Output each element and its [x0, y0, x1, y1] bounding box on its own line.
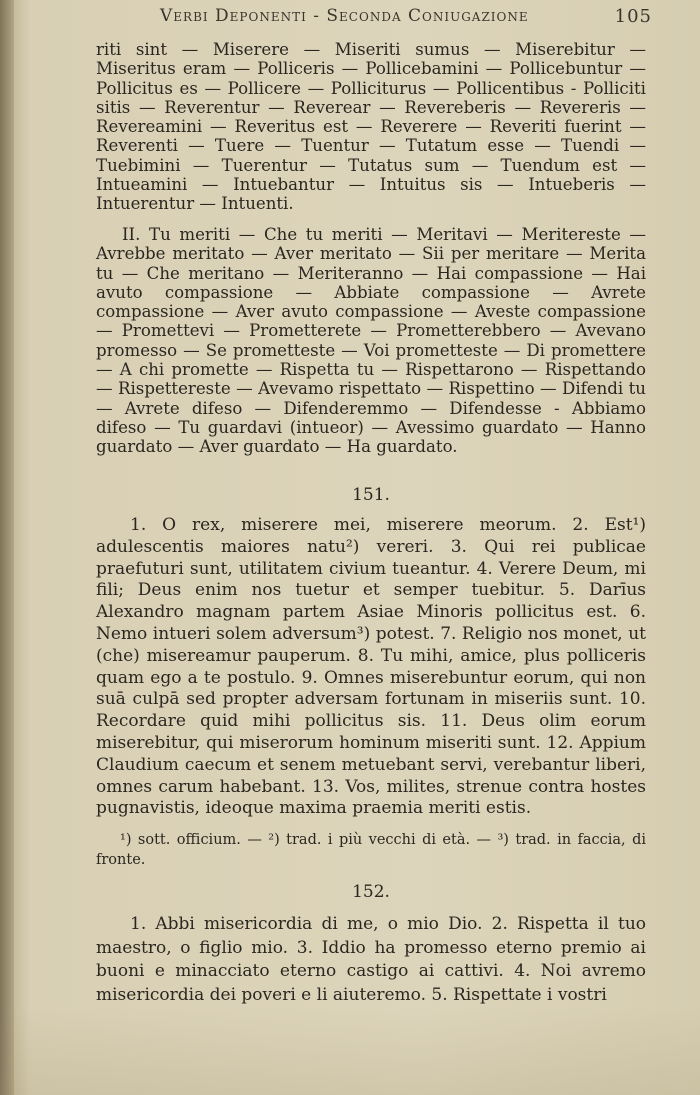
page-number: 105: [614, 6, 652, 27]
exercise-151-heading: 151.: [352, 485, 390, 505]
running-title: Verbi Deponenti - Seconda Coniugazione: [160, 6, 529, 26]
book-spine-shadow: [0, 0, 14, 1095]
exercise-151-footnotes: ¹) sott. officium. — ²) trad. i più vecchi di età. — ³) trad. in faccia, di fronte.: [96, 832, 646, 868]
section-i-continued-paragraph: riti sint — Miserere — Miseriti sumus — Miserebitur — Miseritus eram — Polliceris — Pollicebamini — Pollicebuntur — Pollicitus es — Pollicere — Polliciturus — Pollicentibus - Polliciti sitis — Reverentur — Reverear — Revereberis — Revereris — Revereamini — Reveritus est — Reverere — Reveriti fuerint — Reverenti — Tuere — Tuentur — Tutatum esse — Tuendi — Tuebimini — Tuerentur — Tutatus sum — Tuendum est — Intueamini — Intuebantur — Intuitus sis — Intueberis — Intuerentur — Intuenti.: [96, 40, 646, 214]
exercise-152-text: 1. Abbi misericordia di me, o mio Dio. 2. Rispetta il tuo maestro, o figlio mio. 3. Iddio ha promesso eterno premio ai buoni e minacciato eterno castigo ai cattivi. 4. Noi avremo misericordia dei poveri e li aiuteremo. 5. Rispettate i vostri: [96, 914, 646, 1005]
section-ii-paragraph: II. Tu meriti — Che tu meriti — Meritavi — Meritereste — Avrebbe meritato — Aver meritato — Sii per meritare — Merita tu — Che meritano — Meriteranno — Hai compassione — Hai avuto compassione — Abbiate compassione — Avrete compassione — Aver avuto compassione — Aveste compassione — Promettevi — Prometterete — Prometterebbero — Avevano promesso — Se prometteste — Voi prometteste — Di promettere — A chi promette — Rispetta tu — Rispettarono — Rispettando — Rispettereste — Avevamo rispettato — Rispettino — Difendi tu — Avrete difeso — Difenderemmo — Difendesse - Abbiamo difeso — Tu guardavi (intueor) — Avessimo guardato — Hanno guardato — Aver guardato — Ha guardato.: [96, 225, 646, 457]
exercise-152-heading: 152.: [352, 882, 390, 902]
page-bottom-shading: [0, 1005, 700, 1095]
running-header: [160, 6, 652, 27]
exercise-151-text: 1. O rex, miserere mei, miserere meorum. 2. Est¹) adulescentis maiores natu²) vereri. 3. Qui rei publicae praefuturi sunt, utilitatem civium tueantur. 4. Verere Deum, mi fili; Deus enim nos tuetur et semper tuebitur. 5. Darīus Alexandro magnam partem Asiae Minoris pollicitus est. 6. Nemo intueri solem adversum³) potest. 7. Religio nos monet, ut (che) misereamur pauperum. 8. Tu mihi, amice, plus polliceris quam ego a te postulo. 9. Omnes miserebuntur eorum, qui non suā culpā sed propter adversam fortunam in miseriis sunt. 10. Recordare quid mihi pollicitus sis. 11. Deus olim eorum miserebitur, qui miserorum hominum miseriti sunt. 12. Appium Claudium caecum et senem metuebant servi, verebantur liberi, omnes carum habebant. 13. Vos, milites, strenue contra hostes pugnavistis, ideoque maxima praemia meriti estis.: [96, 515, 646, 819]
